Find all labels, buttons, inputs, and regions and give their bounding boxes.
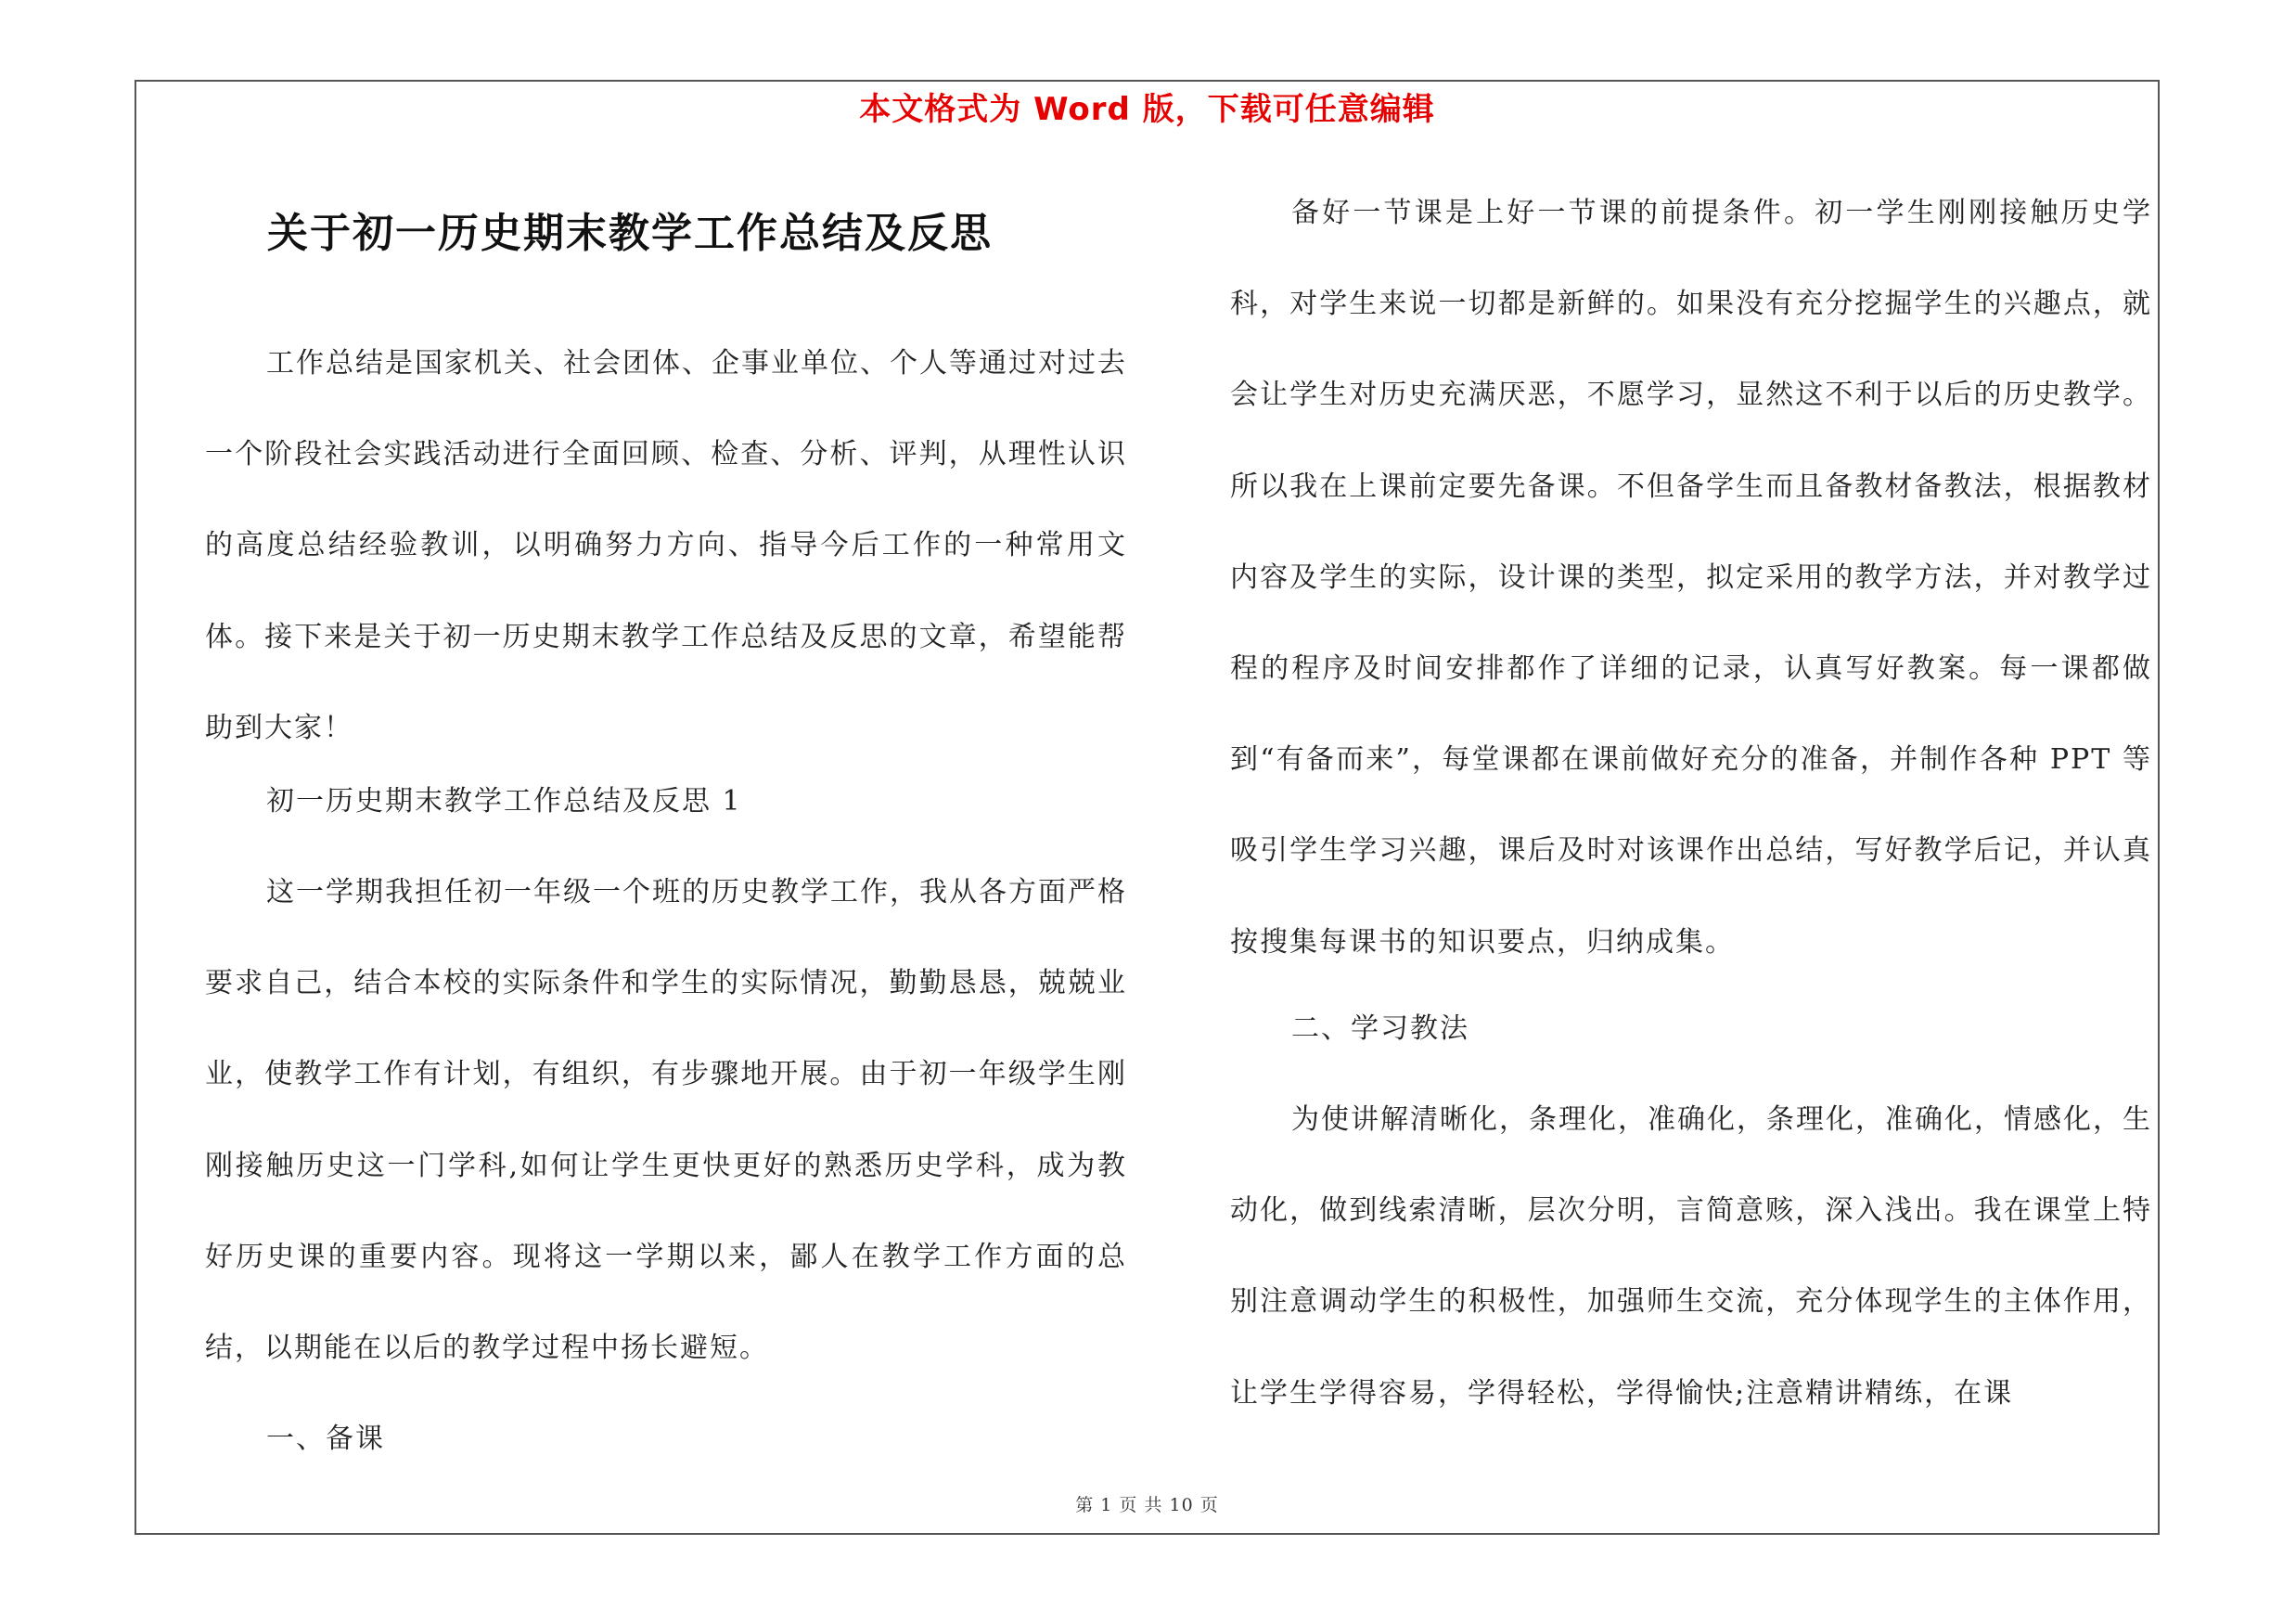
method-paragraph: 为使讲解清晰化，条理化，准确化，条理化，准确化，情感化，生动化，做到线索清晰，层次分明，言简意赅，深入浅出。我在课堂上特别注意调动学生的积极性，加强师生交流，充分体现学生的主体作用，让学生学得容易，学得轻松，学得愉快;注意精讲精练，在课 bbox=[1230, 1103, 2152, 1410]
section-heading-preparation: 一、备课 bbox=[266, 1423, 385, 1455]
article-subtitle: 初一历史期末教学工作总结及反思 1 bbox=[266, 785, 742, 818]
format-notice-banner: 本文格式为 Word 版，下载可任意编辑 bbox=[859, 91, 1435, 128]
preparation-paragraph: 备好一节课是上好一节课的前提条件。初一学生刚刚接触历史学科，对学生来说一切都是新鲜的。如果没有充分挖掘学生的兴趣点，就会让学生对历史充满厌恶，不愿学习，显然这不利于以后的历史教学。所以我在上课前定要先备课。不但备学生而且备教材备教法，根据教材内容及学生的实际，设计课的类型，拟定采用的教学方法，并对教学过程的程序及时间安排都作了详细的记录，认真写好教案。每一课都做到“有备而来”，每堂课都在课前做好充分的准备，并制作各种 PPT 等吸引学生学习兴趣，课后及时对该课作出总结，写好教学后记，并认真按搜集每课书的知识要点，归纳成集。 bbox=[1230, 197, 2152, 959]
document-title: 关于初一历史期末教学工作总结及反思 bbox=[267, 210, 993, 257]
body-paragraph: 这一学期我担任初一年级一个班的历史教学工作，我从各方面严格要求自己，结合本校的实际条件和学生的实际情况，勤勤恳恳，兢兢业业，使教学工作有计划，有组织，有步骤地开展。由于初一年级学生刚刚接触历史这一门学科,如何让学生更快更好的熟悉历史学科，成为教好历史课的重要内容。现将这一学期以来，鄙人在教学工作方面的总结，以期能在以后的教学过程中扬长避短。 bbox=[205, 876, 1127, 1365]
page-number-footer: 第 1 页 共 10 页 bbox=[1075, 1495, 1219, 1515]
intro-paragraph: 工作总结是国家机关、社会团体、企事业单位、个人等通过对过去一个阶段社会实践活动进行全面回顾、检查、分析、评判，从理性认识的高度总结经验教训，以明确努力方向、指导今后工作的一种常用文体。接下来是关于初一历史期末教学工作总结及反思的文章，希望能帮助到大家！ bbox=[205, 347, 1127, 744]
section-heading-teaching-method: 二、学习教法 bbox=[1291, 1012, 1469, 1045]
